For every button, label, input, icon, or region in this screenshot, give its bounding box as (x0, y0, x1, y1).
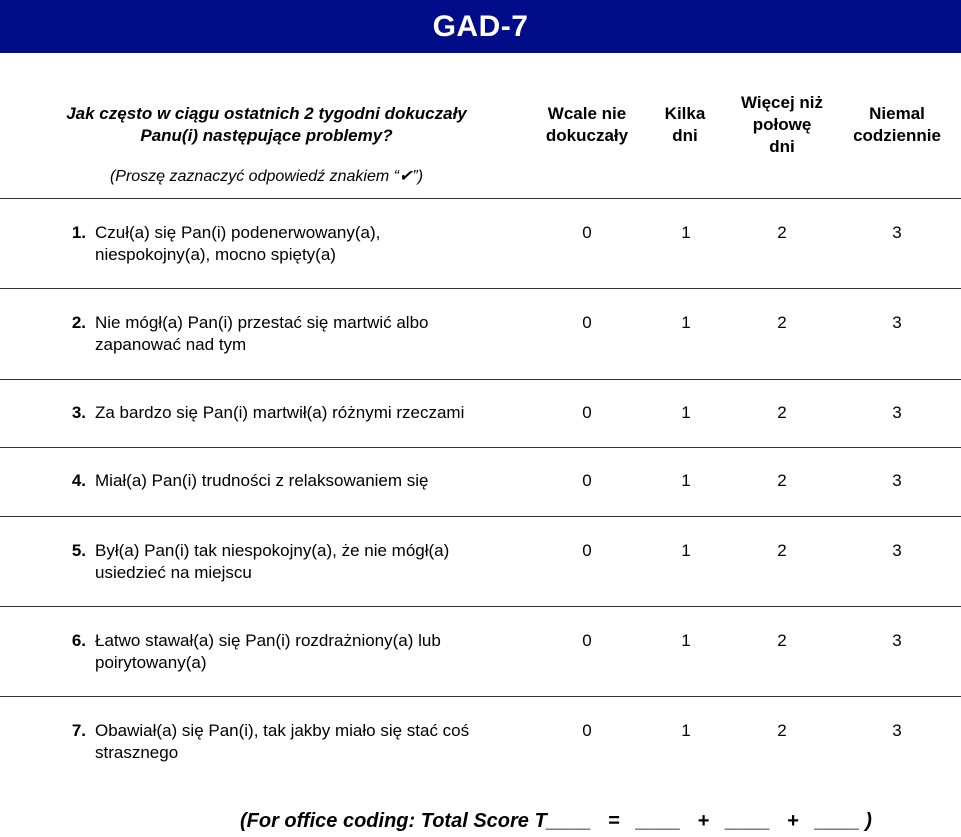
item-number: 4. (71, 471, 86, 490)
divider (0, 516, 961, 517)
item-number: 6. (71, 631, 86, 650)
score-option-0[interactable]: 0 (582, 403, 592, 422)
score-option-2[interactable]: 2 (777, 631, 787, 650)
score-option-0[interactable]: 0 (582, 471, 592, 490)
score-option-3[interactable]: 3 (892, 471, 902, 490)
column-header-not-at-all: Wcale nie dokuczały (545, 104, 629, 145)
score-option-2[interactable]: 2 (777, 313, 787, 332)
divider (0, 288, 961, 289)
page-title: GAD-7 (432, 9, 529, 43)
column-header-several-days: Kilka dni (664, 104, 706, 145)
item-text: Nie mógł(a) Pan(i) przestać się martwić albo zapanować nad tym (95, 313, 429, 354)
score-option-3[interactable]: 3 (892, 403, 902, 422)
score-option-0[interactable]: 0 (582, 631, 592, 650)
item-number: 5. (71, 541, 86, 560)
score-option-1[interactable]: 1 (681, 721, 691, 740)
divider (0, 696, 961, 697)
score-option-3[interactable]: 3 (892, 223, 902, 242)
score-option-1[interactable]: 1 (681, 631, 691, 650)
score-option-0[interactable]: 0 (582, 223, 592, 242)
column-header-more-than-half: Więcej niż połowę dni (740, 93, 824, 156)
question-text (20, 103, 513, 147)
item-text: Był(a) Pan(i) tak niespokojny(a), że nie mógł(a) usiedzieć na miejscu (95, 541, 450, 582)
item-number: 3. (71, 403, 86, 422)
score-option-2[interactable]: 2 (777, 541, 787, 560)
score-option-0[interactable]: 0 (582, 313, 592, 332)
item-text: Czuł(a) się Pan(i) podenerwowany(a), niespokojny(a), mocno spięty(a) (95, 223, 381, 264)
item-text: Łatwo stawał(a) się Pan(i) rozdrażniony(a) lub poirytowany(a) (95, 631, 441, 672)
score-option-0[interactable]: 0 (582, 541, 592, 560)
divider (0, 379, 961, 380)
score-option-2[interactable]: 2 (777, 403, 787, 422)
score-option-1[interactable]: 1 (681, 313, 691, 332)
question-line-2: Panu(i) następujące problemy? (140, 126, 393, 145)
question-line-1: Jak często w ciągu ostatnich 2 tygodni dokuczały (66, 104, 467, 123)
score-option-3[interactable]: 3 (892, 313, 902, 332)
score-option-2[interactable]: 2 (777, 223, 787, 242)
item-number: 1. (71, 223, 86, 242)
column-header-nearly-every-day: Niemal codziennie (853, 104, 941, 145)
score-option-2[interactable]: 2 (777, 471, 787, 490)
score-option-1[interactable]: 1 (681, 541, 691, 560)
score-option-1[interactable]: 1 (681, 223, 691, 242)
item-text: Obawiał(a) się Pan(i), tak jakby miało się stać coś strasznego (95, 721, 470, 762)
score-option-1[interactable]: 1 (681, 471, 691, 490)
divider (0, 606, 961, 607)
score-option-3[interactable]: 3 (892, 721, 902, 740)
header-bar (0, 0, 961, 53)
item-text: Za bardzo się Pan(i) martwił(a) różnymi rzeczami (95, 403, 465, 422)
divider (0, 447, 961, 448)
score-option-3[interactable]: 3 (892, 631, 902, 650)
score-option-2[interactable]: 2 (777, 721, 787, 740)
item-number: 7. (71, 721, 86, 740)
score-option-1[interactable]: 1 (681, 403, 691, 422)
item-text: Miał(a) Pan(i) trudności z relaksowaniem się (95, 471, 429, 490)
score-option-0[interactable]: 0 (582, 721, 592, 740)
divider (0, 198, 961, 199)
office-coding-total-score: (For office coding: Total Score T____ = ____ + ____ + ____ ) (240, 810, 872, 832)
item-number: 2. (71, 313, 86, 332)
score-option-3[interactable]: 3 (892, 541, 902, 560)
instruction-text: (Proszę zaznaczyć odpowiedź znakiem “✔”) (109, 168, 424, 185)
